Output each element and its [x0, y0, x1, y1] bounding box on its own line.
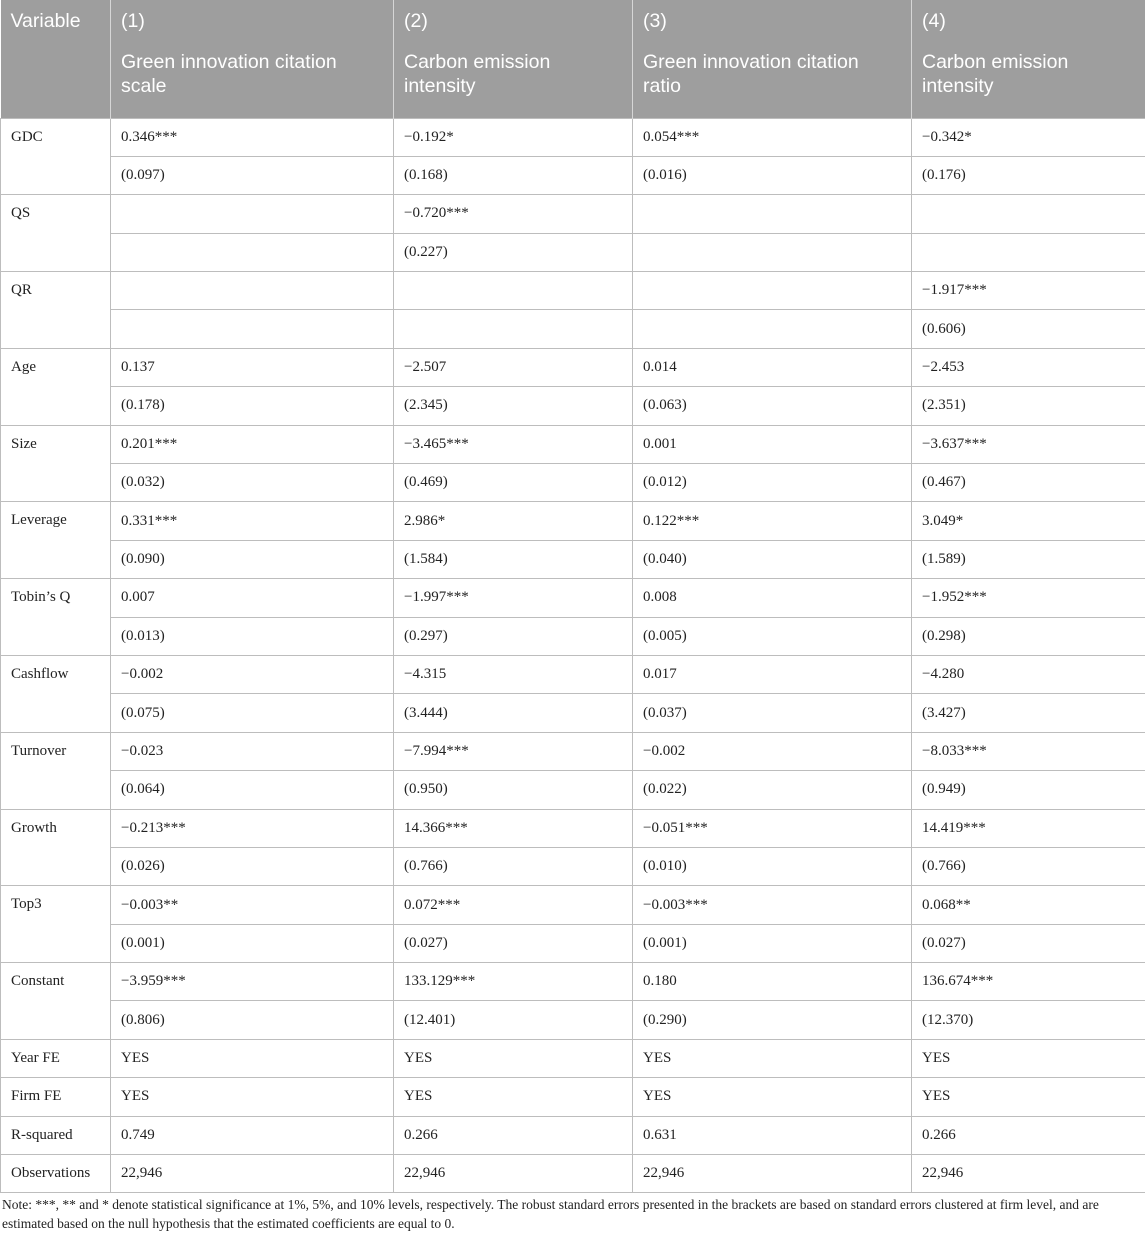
- table-row-se: [1, 771, 1145, 809]
- coef-cell: −0.003***: [633, 886, 912, 924]
- summary-cell: YES: [912, 1039, 1145, 1077]
- se-cell: (0.027): [912, 924, 1145, 962]
- table-row-coef: [1, 195, 1145, 233]
- se-cell: (2.351): [912, 387, 1145, 425]
- coef-cell: 14.419***: [912, 809, 1145, 847]
- coef-cell: [633, 272, 912, 310]
- se-cell: (12.370): [912, 1001, 1145, 1039]
- coef-cell: −7.994***: [394, 732, 633, 770]
- summary-cell: YES: [394, 1078, 633, 1116]
- variable-name: Turnover: [1, 732, 111, 809]
- coef-cell: −0.192*: [394, 118, 633, 156]
- coef-cell: 0.014: [633, 348, 912, 386]
- coef-cell: −1.917***: [912, 272, 1145, 310]
- se-cell: (0.806): [111, 1001, 394, 1039]
- header-col-2-number: (2): [394, 0, 633, 40]
- summary-cell: YES: [633, 1078, 912, 1116]
- table-row-se: [1, 387, 1145, 425]
- header-col-3-title: Green innovation citation ratio: [633, 40, 912, 118]
- se-cell: (0.467): [912, 464, 1145, 502]
- coef-cell: 0.346***: [111, 118, 394, 156]
- coef-cell: −8.033***: [912, 732, 1145, 770]
- coef-cell: −0.002: [111, 655, 394, 693]
- coef-cell: −0.342*: [912, 118, 1145, 156]
- coef-cell: −0.003**: [111, 886, 394, 924]
- se-cell: (0.016): [633, 156, 912, 194]
- header-col-4-title: Carbon emission intensity: [912, 40, 1145, 118]
- se-cell: (0.290): [633, 1001, 912, 1039]
- table-row-se: [1, 464, 1145, 502]
- se-cell: (0.949): [912, 771, 1145, 809]
- header-col-1-title: Green innovation citation scale: [111, 40, 394, 118]
- se-cell: (0.027): [394, 924, 633, 962]
- se-cell: (0.297): [394, 617, 633, 655]
- se-cell: (0.010): [633, 847, 912, 885]
- header-col-1-number: (1): [111, 0, 394, 40]
- variable-name: QS: [1, 195, 111, 272]
- table-header: [1, 0, 1145, 118]
- table-row-se: [1, 847, 1145, 885]
- se-cell: (0.766): [912, 847, 1145, 885]
- se-cell: (0.032): [111, 464, 394, 502]
- variable-name: QR: [1, 272, 111, 349]
- summary-cell: 0.266: [912, 1116, 1145, 1154]
- se-cell: (0.227): [394, 233, 633, 271]
- summary-name: Firm FE: [1, 1078, 111, 1116]
- se-cell: (0.469): [394, 464, 633, 502]
- coef-cell: −1.952***: [912, 579, 1145, 617]
- se-cell: (0.063): [633, 387, 912, 425]
- coef-cell: −3.637***: [912, 425, 1145, 463]
- coef-cell: [633, 195, 912, 233]
- coef-cell: −0.051***: [633, 809, 912, 847]
- summary-cell: YES: [111, 1039, 394, 1077]
- coef-cell: 2.986*: [394, 502, 633, 540]
- variable-name: Top3: [1, 886, 111, 963]
- se-cell: [111, 310, 394, 348]
- se-cell: (1.589): [912, 540, 1145, 578]
- table-row-coef: [1, 502, 1145, 540]
- se-cell: (0.176): [912, 156, 1145, 194]
- coef-cell: 14.366***: [394, 809, 633, 847]
- coef-cell: 0.017: [633, 655, 912, 693]
- coef-cell: 0.180: [633, 963, 912, 1001]
- se-cell: (0.090): [111, 540, 394, 578]
- variable-name: Cashflow: [1, 655, 111, 732]
- summary-cell: 0.631: [633, 1116, 912, 1154]
- se-cell: (0.097): [111, 156, 394, 194]
- table-row-coef: [1, 809, 1145, 847]
- variable-name: Tobin’s Q: [1, 579, 111, 656]
- se-cell: (0.026): [111, 847, 394, 885]
- se-cell: (0.040): [633, 540, 912, 578]
- variable-name: Constant: [1, 963, 111, 1040]
- coef-cell: −2.453: [912, 348, 1145, 386]
- coef-cell: 133.129***: [394, 963, 633, 1001]
- summary-cell: 0.749: [111, 1116, 394, 1154]
- table-row-se: [1, 1001, 1145, 1039]
- header-col-3-number: (3): [633, 0, 912, 40]
- table-row-coef: [1, 886, 1145, 924]
- table-row-se: [1, 694, 1145, 732]
- se-cell: [633, 233, 912, 271]
- table-row-coef: [1, 579, 1145, 617]
- summary-cell: 22,946: [111, 1155, 394, 1193]
- table-row-coef: [1, 655, 1145, 693]
- coef-cell: 0.201***: [111, 425, 394, 463]
- se-cell: [111, 233, 394, 271]
- se-cell: (0.766): [394, 847, 633, 885]
- se-cell: (0.075): [111, 694, 394, 732]
- coef-cell: 0.008: [633, 579, 912, 617]
- se-cell: (0.001): [633, 924, 912, 962]
- header-col-2-title: Carbon emission intensity: [394, 40, 633, 118]
- coef-cell: −0.023: [111, 732, 394, 770]
- table-row-coef: [1, 118, 1145, 156]
- coef-cell: 3.049*: [912, 502, 1145, 540]
- variable-name: Leverage: [1, 502, 111, 579]
- coef-cell: −3.465***: [394, 425, 633, 463]
- summary-cell: YES: [394, 1039, 633, 1077]
- se-cell: (3.444): [394, 694, 633, 732]
- coef-cell: −1.997***: [394, 579, 633, 617]
- se-cell: (0.037): [633, 694, 912, 732]
- se-cell: (0.013): [111, 617, 394, 655]
- table-note: Note: ***, ** and * denote statistical significance at 1%, 5%, and 10% levels, respectively. The robust standard errors presented in the brackets are based on standard errors clustered at firm level, and are estimated based on the null hypothesis that the estimated coefficients are equal to 0.: [2, 1197, 1099, 1231]
- se-cell: (1.584): [394, 540, 633, 578]
- table-row-coef: [1, 732, 1145, 770]
- coef-cell: [394, 272, 633, 310]
- se-cell: (0.064): [111, 771, 394, 809]
- coef-cell: 0.331***: [111, 502, 394, 540]
- coef-cell: 0.068**: [912, 886, 1145, 924]
- summary-cell: YES: [633, 1039, 912, 1077]
- coef-cell: 0.007: [111, 579, 394, 617]
- se-cell: [912, 233, 1145, 271]
- summary-cell: 22,946: [633, 1155, 912, 1193]
- variable-name: GDC: [1, 118, 111, 195]
- coef-cell: [111, 195, 394, 233]
- table-row-summary: [1, 1078, 1145, 1116]
- coef-cell: [912, 195, 1145, 233]
- se-cell: (2.345): [394, 387, 633, 425]
- table-row-se: [1, 540, 1145, 578]
- header-variable: Variable: [1, 0, 111, 118]
- summary-cell: 0.266: [394, 1116, 633, 1154]
- se-cell: (0.012): [633, 464, 912, 502]
- table-row-coef: [1, 272, 1145, 310]
- table-row-summary: [1, 1155, 1145, 1193]
- table-row-se: [1, 310, 1145, 348]
- coef-cell: −3.959***: [111, 963, 394, 1001]
- table-row-summary: [1, 1116, 1145, 1154]
- se-cell: (0.005): [633, 617, 912, 655]
- summary-name: Year FE: [1, 1039, 111, 1077]
- se-cell: (0.606): [912, 310, 1145, 348]
- summary-cell: 22,946: [394, 1155, 633, 1193]
- se-cell: [633, 310, 912, 348]
- table-body: [1, 118, 1145, 1193]
- table-row-coef: [1, 348, 1145, 386]
- coef-cell: −0.720***: [394, 195, 633, 233]
- se-cell: (0.168): [394, 156, 633, 194]
- se-cell: (0.298): [912, 617, 1145, 655]
- coef-cell: −0.002: [633, 732, 912, 770]
- table-row-se: [1, 924, 1145, 962]
- se-cell: [394, 310, 633, 348]
- se-cell: (0.950): [394, 771, 633, 809]
- summary-cell: YES: [912, 1078, 1145, 1116]
- se-cell: (12.401): [394, 1001, 633, 1039]
- table-row-coef: [1, 425, 1145, 463]
- se-cell: (0.178): [111, 387, 394, 425]
- summary-cell: 22,946: [912, 1155, 1145, 1193]
- table-row-se: [1, 156, 1145, 194]
- header-col-4-number: (4): [912, 0, 1145, 40]
- table-row-summary: [1, 1039, 1145, 1077]
- coef-cell: 0.137: [111, 348, 394, 386]
- coef-cell: −0.213***: [111, 809, 394, 847]
- variable-name: Size: [1, 425, 111, 502]
- variable-name: Growth: [1, 809, 111, 886]
- se-cell: (0.001): [111, 924, 394, 962]
- summary-cell: YES: [111, 1078, 394, 1116]
- coef-cell: [111, 272, 394, 310]
- coef-cell: 0.054***: [633, 118, 912, 156]
- table-row-coef: [1, 963, 1145, 1001]
- variable-name: Age: [1, 348, 111, 425]
- coef-cell: −4.315: [394, 655, 633, 693]
- coef-cell: 0.001: [633, 425, 912, 463]
- table-row-se: [1, 233, 1145, 271]
- se-cell: (3.427): [912, 694, 1145, 732]
- table-row-se: [1, 617, 1145, 655]
- coef-cell: −4.280: [912, 655, 1145, 693]
- coef-cell: 0.122***: [633, 502, 912, 540]
- summary-name: Observations: [1, 1155, 111, 1193]
- coef-cell: 0.072***: [394, 886, 633, 924]
- se-cell: (0.022): [633, 771, 912, 809]
- summary-name: R-squared: [1, 1116, 111, 1154]
- coef-cell: 136.674***: [912, 963, 1145, 1001]
- coef-cell: −2.507: [394, 348, 633, 386]
